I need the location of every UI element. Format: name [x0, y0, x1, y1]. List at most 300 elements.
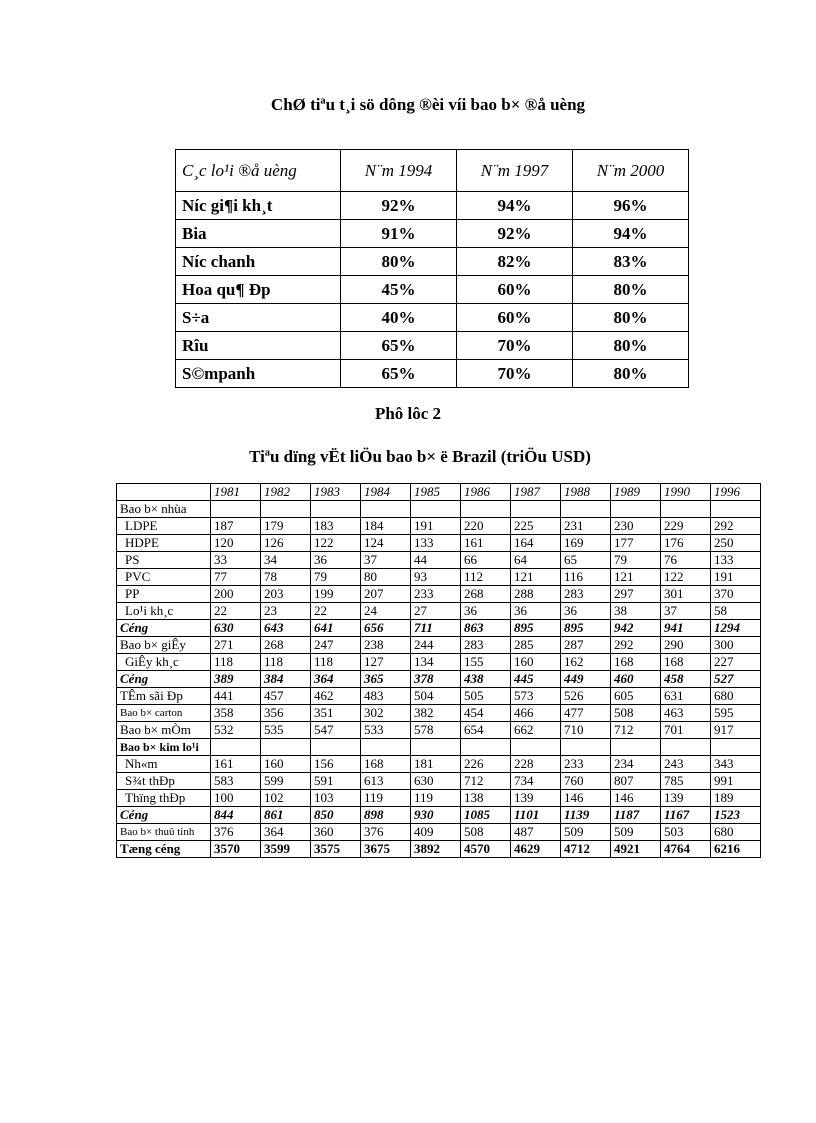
cell: 364	[311, 671, 361, 688]
cell: 930	[411, 807, 461, 824]
cell: 701	[661, 722, 711, 739]
year-header-1988: 1988	[561, 484, 611, 501]
table-row	[117, 841, 761, 858]
cell: 3570	[211, 841, 261, 858]
cell	[361, 739, 411, 756]
cell: 187	[211, 518, 261, 535]
cell: 283	[561, 586, 611, 603]
table-row	[117, 756, 761, 773]
cell: 6216	[711, 841, 761, 858]
cell: 22	[311, 603, 361, 620]
cell: 160	[511, 654, 561, 671]
cell: 36	[511, 603, 561, 620]
cell: 183	[311, 518, 361, 535]
cell: 229	[661, 518, 711, 535]
cell: 58	[711, 603, 761, 620]
cell: 1187	[611, 807, 661, 824]
cell: 785	[661, 773, 711, 790]
year-header-row	[117, 484, 761, 501]
cell: 155	[461, 654, 511, 671]
table-row	[117, 671, 761, 688]
cell	[211, 739, 261, 756]
cell: 863	[461, 620, 511, 637]
cell	[311, 501, 361, 518]
cell: 40%	[341, 304, 457, 332]
cell: 302	[361, 705, 411, 722]
cell: 103	[311, 790, 361, 807]
header-year-1994: N¨m 1994	[341, 150, 457, 192]
cell: 641	[311, 620, 361, 637]
cell: 226	[461, 756, 511, 773]
row-label: S©mpanh	[176, 360, 341, 388]
row-label: Bao b× giÊy	[117, 637, 211, 654]
cell: 505	[461, 688, 511, 705]
cell: 234	[611, 756, 661, 773]
cell: 231	[561, 518, 611, 535]
cell: 630	[411, 773, 461, 790]
cell: 487	[511, 824, 561, 841]
recycling-rate-table	[175, 149, 689, 388]
cell: 181	[411, 756, 461, 773]
cell: 466	[511, 705, 561, 722]
cell: 710	[561, 722, 611, 739]
cell: 230	[611, 518, 661, 535]
cell: 654	[461, 722, 511, 739]
cell: 578	[411, 722, 461, 739]
cell: 126	[261, 535, 311, 552]
row-label: PS	[117, 552, 211, 569]
cell: 441	[211, 688, 261, 705]
year-header-1990: 1990	[661, 484, 711, 501]
cell: 176	[661, 535, 711, 552]
cell: 60%	[457, 304, 573, 332]
cell: 1294	[711, 620, 761, 637]
cell: 850	[311, 807, 361, 824]
cell: 301	[661, 586, 711, 603]
cell: 3675	[361, 841, 411, 858]
table-row	[176, 304, 689, 332]
table-row	[176, 192, 689, 220]
cell: 121	[511, 569, 561, 586]
cell	[711, 501, 761, 518]
cell: 244	[411, 637, 461, 654]
cell: 1139	[561, 807, 611, 824]
cell: 457	[261, 688, 311, 705]
cell: 942	[611, 620, 661, 637]
cell: 70%	[457, 332, 573, 360]
year-header-1996: 1996	[711, 484, 761, 501]
cell	[611, 739, 661, 756]
cell: 146	[561, 790, 611, 807]
cell: 532	[211, 722, 261, 739]
cell: 122	[311, 535, 361, 552]
cell: 458	[661, 671, 711, 688]
cell: 203	[261, 586, 311, 603]
cell: 36	[461, 603, 511, 620]
cell: 360	[311, 824, 361, 841]
table-row	[117, 722, 761, 739]
year-header-1983: 1983	[311, 484, 361, 501]
cell: 4921	[611, 841, 661, 858]
row-label: Tæng céng	[117, 841, 211, 858]
cell: 118	[261, 654, 311, 671]
cell: 121	[611, 569, 661, 586]
cell: 146	[611, 790, 661, 807]
cell: 290	[661, 637, 711, 654]
cell: 343	[711, 756, 761, 773]
cell: 37	[661, 603, 711, 620]
cell: 509	[611, 824, 661, 841]
cell: 177	[611, 535, 661, 552]
cell: 80%	[573, 276, 689, 304]
cell: 285	[511, 637, 561, 654]
cell: 138	[461, 790, 511, 807]
cell: 34	[261, 552, 311, 569]
row-label: Thïng thÐp	[117, 790, 211, 807]
cell: 734	[511, 773, 561, 790]
cell	[461, 739, 511, 756]
row-label: Rîu	[176, 332, 341, 360]
cell: 207	[361, 586, 411, 603]
cell: 454	[461, 705, 511, 722]
cell: 233	[411, 586, 461, 603]
table-header-row	[176, 150, 689, 192]
cell: 595	[711, 705, 761, 722]
cell: 70%	[457, 360, 573, 388]
cell: 662	[511, 722, 561, 739]
cell: 23	[261, 603, 311, 620]
cell: 191	[411, 518, 461, 535]
row-label: Céng	[117, 807, 211, 824]
cell: 631	[661, 688, 711, 705]
cell	[661, 739, 711, 756]
row-label: Bao b× carton	[117, 705, 211, 722]
cell: 712	[611, 722, 661, 739]
header-corner	[117, 484, 211, 501]
table-row	[117, 603, 761, 620]
cell: 547	[311, 722, 361, 739]
table-row	[117, 790, 761, 807]
cell: 591	[311, 773, 361, 790]
cell: 156	[311, 756, 361, 773]
cell: 504	[411, 688, 461, 705]
cell: 161	[211, 756, 261, 773]
cell: 36	[311, 552, 361, 569]
cell: 271	[211, 637, 261, 654]
cell: 83%	[573, 248, 689, 276]
cell	[611, 501, 661, 518]
cell	[411, 739, 461, 756]
cell: 118	[211, 654, 261, 671]
cell: 268	[461, 586, 511, 603]
cell: 22	[211, 603, 261, 620]
row-label: S÷a	[176, 304, 341, 332]
row-label: Céng	[117, 671, 211, 688]
table-row	[176, 360, 689, 388]
cell: 898	[361, 807, 411, 824]
cell: 37	[361, 552, 411, 569]
cell: 297	[611, 586, 661, 603]
cell: 119	[361, 790, 411, 807]
cell: 680	[711, 688, 761, 705]
cell: 3599	[261, 841, 311, 858]
cell	[261, 739, 311, 756]
row-label: S¾t thÐp	[117, 773, 211, 790]
cell: 45%	[341, 276, 457, 304]
row-label: Bia	[176, 220, 341, 248]
cell: 76	[661, 552, 711, 569]
cell: 168	[361, 756, 411, 773]
row-label: Níc gi¶i kh¸t	[176, 192, 341, 220]
cell: 527	[711, 671, 761, 688]
cell	[661, 501, 711, 518]
cell: 643	[261, 620, 311, 637]
year-header-1981: 1981	[211, 484, 261, 501]
cell: 24	[361, 603, 411, 620]
cell	[511, 501, 561, 518]
table-row	[117, 688, 761, 705]
cell: 80%	[573, 332, 689, 360]
cell: 168	[661, 654, 711, 671]
table-row	[117, 501, 761, 518]
cell: 1101	[511, 807, 561, 824]
cell: 93	[411, 569, 461, 586]
cell	[561, 501, 611, 518]
cell	[211, 501, 261, 518]
cell: 535	[261, 722, 311, 739]
table-row	[117, 535, 761, 552]
cell: 161	[461, 535, 511, 552]
cell: 656	[361, 620, 411, 637]
cell: 680	[711, 824, 761, 841]
cell: 133	[711, 552, 761, 569]
consumption-table-title: Tiªu dïng vËt liÖu bao b× ë Brazil (triÖu USD)	[249, 447, 591, 466]
cell: 4712	[561, 841, 611, 858]
cell: 630	[211, 620, 261, 637]
cell: 66	[461, 552, 511, 569]
cell	[511, 739, 561, 756]
cell: 807	[611, 773, 661, 790]
table-row	[117, 620, 761, 637]
cell: 4570	[461, 841, 511, 858]
row-label: Bao b× thuû tinh	[117, 824, 211, 841]
cell: 844	[211, 807, 261, 824]
table-row	[117, 824, 761, 841]
row-label: Céng	[117, 620, 211, 637]
cell: 162	[561, 654, 611, 671]
cell: 3575	[311, 841, 361, 858]
header-drink-type: C¸c lo¹i ®å uèng	[176, 150, 341, 192]
cell: 79	[611, 552, 661, 569]
cell: 712	[461, 773, 511, 790]
cell: 463	[661, 705, 711, 722]
year-header-1986: 1986	[461, 484, 511, 501]
row-label: Bao b× kim lo¹i	[117, 739, 211, 756]
year-header-1989: 1989	[611, 484, 661, 501]
cell: 233	[561, 756, 611, 773]
cell: 365	[361, 671, 411, 688]
table-row	[117, 739, 761, 756]
year-header-1984: 1984	[361, 484, 411, 501]
cell: 199	[311, 586, 361, 603]
cell: 118	[311, 654, 361, 671]
row-label: Bao b× mÒm	[117, 722, 211, 739]
cell: 164	[511, 535, 561, 552]
cell: 92%	[341, 192, 457, 220]
cell: 351	[311, 705, 361, 722]
cell: 409	[411, 824, 461, 841]
cell: 100	[211, 790, 261, 807]
cell: 941	[661, 620, 711, 637]
cell: 445	[511, 671, 561, 688]
cell: 91%	[341, 220, 457, 248]
cell: 124	[361, 535, 411, 552]
cell: 3892	[411, 841, 461, 858]
cell: 168	[611, 654, 661, 671]
cell: 200	[211, 586, 261, 603]
cell: 169	[561, 535, 611, 552]
cell: 179	[261, 518, 311, 535]
appendix-heading: Phô lôc 2	[374, 404, 442, 423]
row-label: LDPE	[117, 518, 211, 535]
cell: 1085	[461, 807, 511, 824]
cell: 243	[661, 756, 711, 773]
cell: 895	[561, 620, 611, 637]
cell: 80	[361, 569, 411, 586]
cell	[311, 739, 361, 756]
cell: 711	[411, 620, 461, 637]
cell: 384	[261, 671, 311, 688]
row-label: Lo¹i kh¸c	[117, 603, 211, 620]
cell: 184	[361, 518, 411, 535]
cell: 127	[361, 654, 411, 671]
cell: 605	[611, 688, 661, 705]
cell: 80%	[573, 304, 689, 332]
cell: 861	[261, 807, 311, 824]
cell: 96%	[573, 192, 689, 220]
cell: 382	[411, 705, 461, 722]
cell: 895	[511, 620, 561, 637]
table-row	[176, 276, 689, 304]
table-row	[117, 569, 761, 586]
cell: 139	[511, 790, 561, 807]
cell: 80%	[341, 248, 457, 276]
cell: 112	[461, 569, 511, 586]
cell: 477	[561, 705, 611, 722]
cell: 613	[361, 773, 411, 790]
cell: 356	[261, 705, 311, 722]
cell	[361, 501, 411, 518]
cell: 4764	[661, 841, 711, 858]
cell: 250	[711, 535, 761, 552]
cell: 376	[211, 824, 261, 841]
row-label: HDPE	[117, 535, 211, 552]
cell: 760	[561, 773, 611, 790]
packaging-consumption-table	[116, 483, 761, 858]
cell: 65	[561, 552, 611, 569]
cell: 991	[711, 773, 761, 790]
cell: 503	[661, 824, 711, 841]
cell: 292	[711, 518, 761, 535]
cell: 449	[561, 671, 611, 688]
cell: 92%	[457, 220, 573, 248]
cell: 77	[211, 569, 261, 586]
cell: 64	[511, 552, 561, 569]
cell: 227	[711, 654, 761, 671]
table-row	[117, 654, 761, 671]
cell: 191	[711, 569, 761, 586]
cell: 1523	[711, 807, 761, 824]
table-row	[117, 586, 761, 603]
recycling-table-title: ChØ tiªu t¸i sö dông ®èi víi bao b× ®å uèng	[270, 95, 586, 114]
cell: 238	[361, 637, 411, 654]
cell: 119	[411, 790, 461, 807]
cell: 300	[711, 637, 761, 654]
cell: 526	[561, 688, 611, 705]
cell: 82%	[457, 248, 573, 276]
cell: 283	[461, 637, 511, 654]
row-label: Níc chanh	[176, 248, 341, 276]
row-label: Nh«m	[117, 756, 211, 773]
row-label: Bao b× nhùa	[117, 501, 211, 518]
cell: 378	[411, 671, 461, 688]
cell: 65%	[341, 332, 457, 360]
cell: 228	[511, 756, 561, 773]
cell	[411, 501, 461, 518]
table-row	[176, 220, 689, 248]
cell: 36	[561, 603, 611, 620]
cell: 364	[261, 824, 311, 841]
cell: 78	[261, 569, 311, 586]
year-header-1987: 1987	[511, 484, 561, 501]
cell: 94%	[457, 192, 573, 220]
cell	[461, 501, 511, 518]
cell: 102	[261, 790, 311, 807]
table-row	[117, 552, 761, 569]
header-year-2000: N¨m 2000	[573, 150, 689, 192]
table-row	[117, 773, 761, 790]
cell: 288	[511, 586, 561, 603]
cell: 27	[411, 603, 461, 620]
cell: 60%	[457, 276, 573, 304]
year-header-1982: 1982	[261, 484, 311, 501]
cell: 38	[611, 603, 661, 620]
row-label: TÊm sãi Ðp	[117, 688, 211, 705]
cell: 1167	[661, 807, 711, 824]
cell: 80%	[573, 360, 689, 388]
table-row	[117, 807, 761, 824]
row-label: PP	[117, 586, 211, 603]
cell: 160	[261, 756, 311, 773]
cell: 389	[211, 671, 261, 688]
table-row	[117, 637, 761, 654]
cell: 122	[661, 569, 711, 586]
cell: 44	[411, 552, 461, 569]
cell: 120	[211, 535, 261, 552]
table-row	[176, 248, 689, 276]
row-label: Hoa qu¶ Ðp	[176, 276, 341, 304]
cell: 508	[611, 705, 661, 722]
cell: 94%	[573, 220, 689, 248]
cell: 65%	[341, 360, 457, 388]
cell: 509	[561, 824, 611, 841]
cell: 460	[611, 671, 661, 688]
cell: 4629	[511, 841, 561, 858]
cell: 370	[711, 586, 761, 603]
cell: 134	[411, 654, 461, 671]
cell	[261, 501, 311, 518]
cell: 116	[561, 569, 611, 586]
